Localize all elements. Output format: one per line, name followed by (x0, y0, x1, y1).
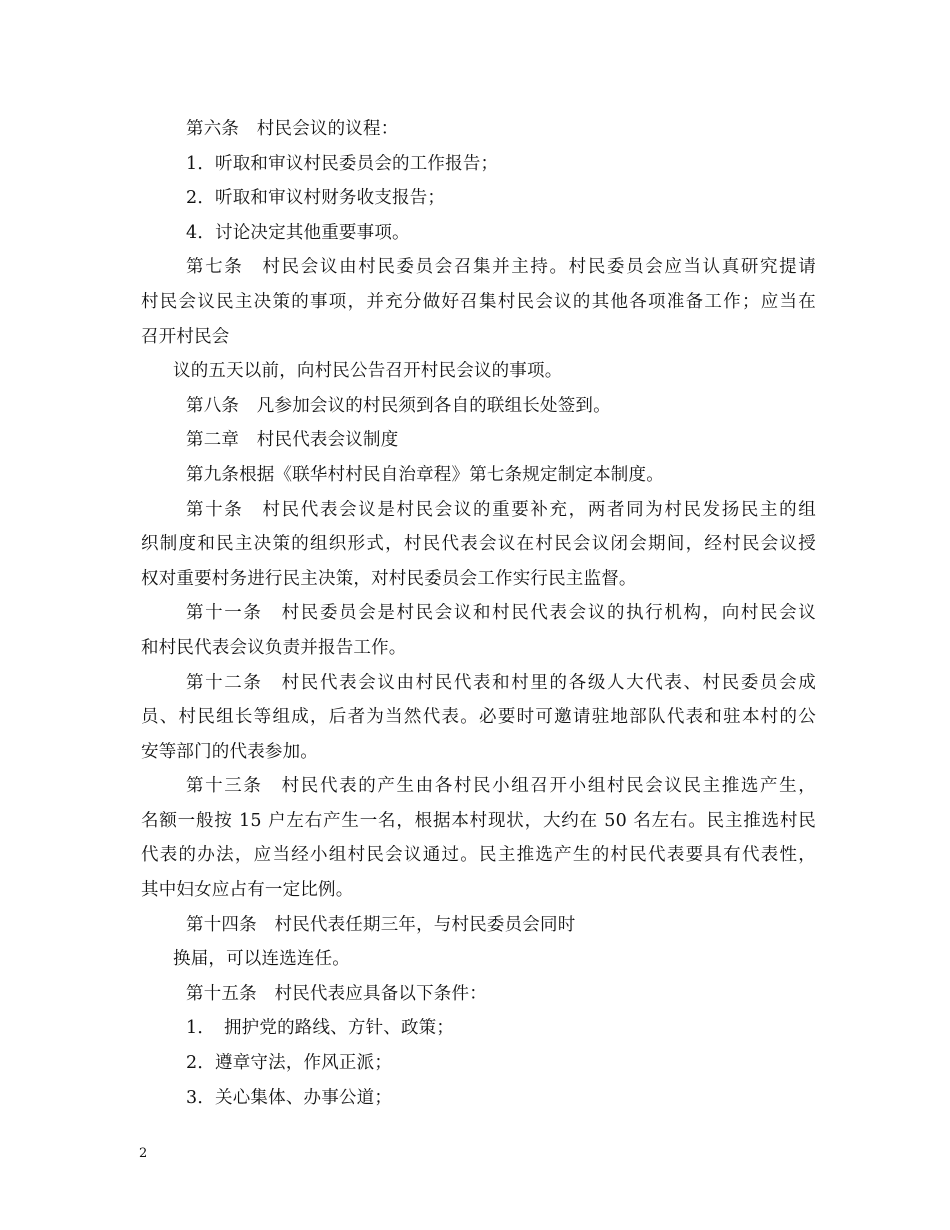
article-7-line: 议的五天以前，向村民公告召开村民会议的事项。 (173, 361, 563, 382)
article-12-line: 员、村民组长等组成，后者为当然代表。必要时可邀请驻地部队代表和驻本村的公 (141, 707, 816, 728)
chapter-2-heading: 第二章 村民代表会议制度 (186, 430, 399, 451)
list-item: 1．听取和审议村民委员会的工作报告； (186, 153, 499, 174)
list-item: 2．遵章守法，作风正派； (186, 1053, 393, 1074)
article-13-line: 名额一般按 15 户左右产生一名，根据本村现状，大约在 50 名左右。民主推选村民 (141, 810, 816, 831)
article-8: 第八条 凡参加会议的村民须到各自的联组长处签到。 (186, 395, 611, 416)
article-14-line: 第十四条 村民代表任期三年，与村民委员会同时 (186, 914, 576, 935)
article-13-line: 代表的办法，应当经小组村民会议通过。民主推选产生的村民代表要具有代表性， (141, 845, 816, 866)
document-body (141, 112, 816, 1115)
article-7-line: 召开村民会 (141, 326, 230, 347)
article-15-heading: 第十五条 村民代表应具备以下条件： (186, 983, 487, 1004)
article-7-line: 村民会议民主决策的事项，并充分做好召集村民会议的其他各项准备工作；应当在 (141, 291, 816, 312)
article-13-line: 其中妇女应占有一定比例。 (141, 880, 354, 901)
article-10-line: 第十条 村民代表会议是村民会议的重要补充，两者同为村民发扬民主的组 (186, 499, 816, 520)
article-11-line: 和村民代表会议负责并报告工作。 (141, 637, 407, 658)
list-item: 4．讨论决定其他重要事项。 (186, 222, 410, 243)
list-item: 1． 拥护党的路线、方针、政策； (186, 1018, 455, 1039)
list-item: 2．听取和审议村财务收支报告； (186, 188, 446, 209)
page-number: 2 (139, 1146, 148, 1161)
article-10-line: 织制度和民主决策的组织形式，村民代表会议在村民会议闭会期间，经村民会议授 (141, 534, 816, 555)
article-10-line: 权对重要村务进行民主决策，对村民委员会工作实行民主监督。 (141, 568, 637, 589)
article-14-line: 换届，可以连选连任。 (173, 949, 350, 970)
article-12-line: 第十二条 村民代表会议由村民代表和村里的各级人大代表、村民委员会成 (186, 672, 816, 693)
article-7-line: 第七条 村民会议由村民委员会召集并主持。村民委员会应当认真研究提请 (186, 257, 816, 278)
article-12-line: 安等部门的代表参加。 (141, 741, 318, 762)
article-13-line: 第十三条 村民代表的产生由各村民小组召开小组村民会议民主推选产生， (186, 776, 816, 797)
list-item: 3．关心集体、办事公道； (186, 1087, 393, 1108)
article-9: 第九条根据《联华村村民自治章程》第七条规定制定本制度。 (186, 464, 664, 485)
article-6-heading: 第六条 村民会议的议程： (186, 119, 399, 139)
article-11-line: 第十一条 村民委员会是村民会议和村民代表会议的执行机构，向村民会议 (186, 603, 816, 624)
